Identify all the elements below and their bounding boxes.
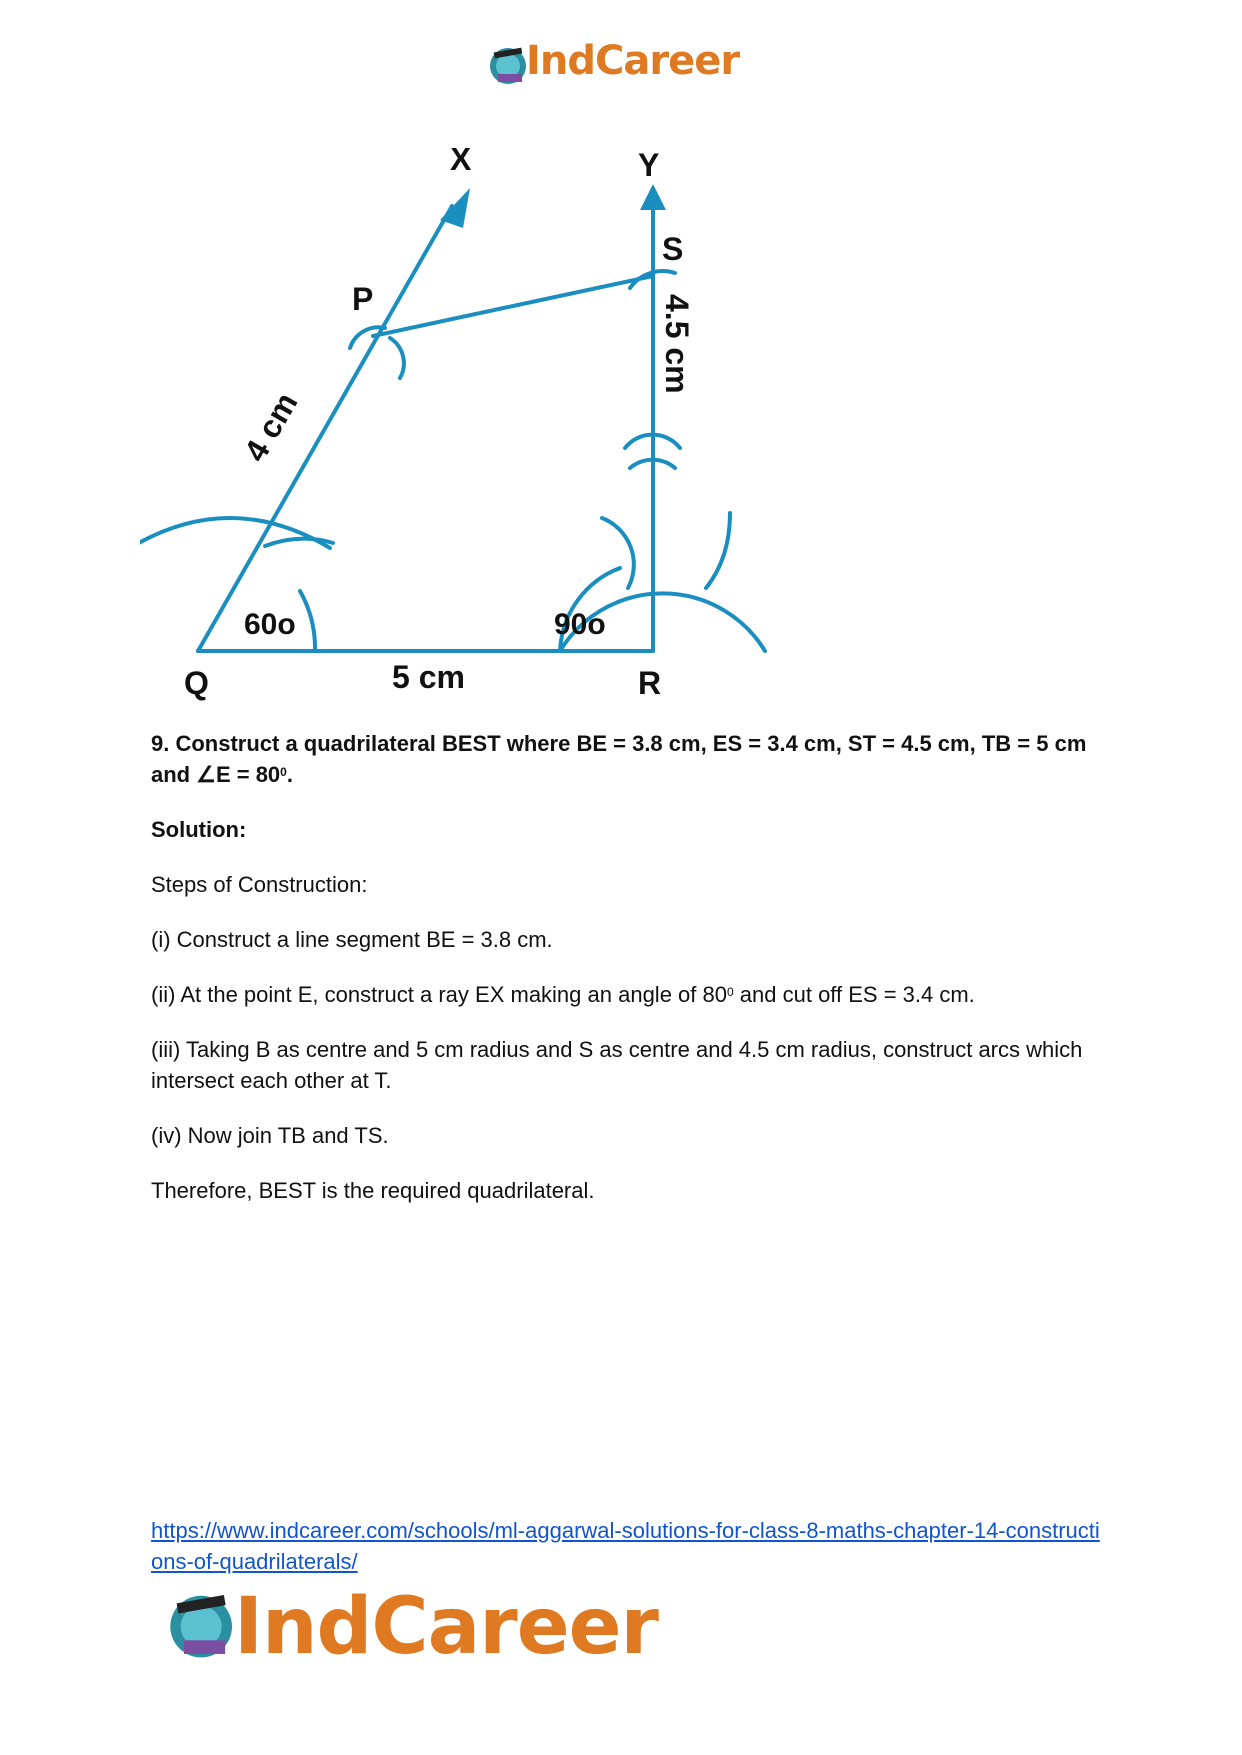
arc-q-large [140,518,330,548]
source-link[interactable]: https://www.indcareer.com/schools/ml-aggarwal-solutions-for-class-8-maths-chapter-14-constructions-of-quadrilaterals/ [151,1518,1100,1574]
arc-r-right [706,513,730,588]
logo-text-top: IndCareer [526,38,740,84]
label-x: X [450,148,472,177]
label-angle-r: 90o [554,608,606,641]
brand-logo-bottom [160,1582,720,1682]
label-y: Y [638,148,660,183]
ray-qx [198,206,452,651]
arrow-y [640,184,666,210]
brand-logo-top [484,36,764,92]
label-len-qp: 4 cm [236,386,305,468]
label-s: S [662,231,684,267]
label-r: R [638,665,662,701]
label-len-rs: 4.5 cm [659,294,695,394]
label-len-qr: 5 cm [392,659,465,695]
step-2: (ii) At the point E, construct a ray EX making an angle of $80^0$ and cut off ES = 3.4 cm. [151,982,975,1007]
arc-q-60 [300,591,315,651]
construction-figure [140,148,800,708]
conclusion: Therefore, BEST is the required quadrilateral. [151,1178,595,1203]
segment-ps [373,276,653,336]
step-1: (i) Construct a line segment BE = 3.8 cm. [151,927,553,952]
arc-p2 [390,338,404,378]
step-3: (iii) Taking B as centre and 5 cm radius and S as centre and 4.5 cm radius, construct arcs which intersect each other at T. [151,1037,1083,1093]
label-q: Q [184,665,209,701]
label-angle-q: 60o [244,608,296,641]
steps-heading: Steps of Construction: [151,872,368,897]
logo-text-bottom: IndCareer [234,1582,658,1672]
label-p: P [352,281,374,317]
solution-content [151,728,1101,1230]
solution-label: Solution: [151,817,247,842]
question-text: 9. Construct a quadrilateral BEST where BE = 3.8 cm, ES = 3.4 cm, ST = 4.5 cm, TB = 5 cm and ∠E = $80^0$. [151,731,1087,787]
step-4: (iv) Now join TB and TS. [151,1123,389,1148]
arc-r-small [602,518,634,588]
